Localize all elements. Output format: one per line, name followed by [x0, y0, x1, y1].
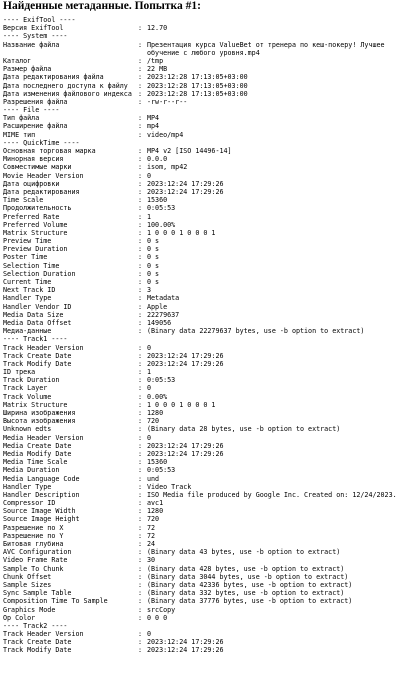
metadata-row — [3, 352, 409, 360]
metadata-key: Track Modify Date — [3, 646, 72, 655]
metadata-value: 0 — [147, 343, 152, 352]
metadata-row — [3, 229, 409, 237]
page-title: Найденные метаданные. Попытка #1: — [3, 0, 201, 12]
metadata-row — [3, 311, 409, 319]
key-value-separator: : — [138, 343, 143, 352]
metadata-row — [3, 319, 409, 327]
metadata-key: Совместимые марки — [3, 163, 72, 172]
metadata-key: Высота изображения — [3, 417, 76, 426]
metadata-key: Next Track ID — [3, 286, 56, 295]
metadata-row — [3, 204, 409, 212]
metadata-row — [3, 221, 409, 229]
metadata-key: Time Scale — [3, 196, 44, 205]
key-value-separator: : — [138, 597, 143, 606]
metadata-value: (Binary data 332 bytes, use -b option to extract) — [147, 589, 345, 598]
metadata-value: (Binary data 28 bytes, use -b option to extract) — [147, 425, 341, 434]
metadata-value: 2023:12:24 17:29:26 — [147, 441, 224, 450]
key-value-separator: : — [138, 147, 143, 155]
metadata-value: 0 — [147, 384, 152, 393]
metadata-value: 3 — [147, 286, 152, 295]
metadata-row — [3, 540, 409, 548]
metadata-row — [3, 475, 409, 483]
key-value-separator: : — [138, 376, 143, 385]
key-value-separator: : — [138, 130, 143, 139]
key-value-separator: : — [138, 278, 143, 286]
metadata-value: Apple — [147, 302, 168, 311]
metadata-row — [3, 483, 409, 491]
metadata-value: 0 s — [147, 253, 160, 262]
metadata-key: AVC Configuration — [3, 548, 72, 557]
metadata-row — [3, 614, 409, 622]
metadata-row — [3, 245, 409, 253]
metadata-value: (Binary data 42336 bytes, use -b option to extract) — [147, 580, 353, 589]
metadata-value: 0:05:53 — [147, 376, 176, 385]
metadata-row — [3, 515, 409, 523]
metadata-value: 2023:12:24 17:29:26 — [147, 179, 224, 188]
metadata-row — [3, 253, 409, 261]
metadata-row — [3, 589, 409, 597]
section-title: ---- File ---- — [3, 106, 60, 115]
key-value-separator: : — [138, 73, 143, 82]
metadata-value: 12.70 — [147, 24, 168, 33]
key-value-separator: : — [138, 433, 143, 442]
section-title: ---- System ---- — [3, 32, 68, 41]
metadata-row — [3, 163, 409, 171]
key-value-separator: : — [138, 368, 143, 377]
key-value-separator: : — [138, 540, 143, 548]
key-value-separator: : — [138, 572, 143, 581]
metadata-value: 0 0 0 — [147, 613, 168, 622]
metadata-value: 0 s — [147, 269, 160, 278]
metadata-row — [3, 98, 409, 106]
key-value-separator: : — [138, 589, 143, 598]
key-value-separator: : — [138, 40, 143, 49]
metadata-value: mp4 — [147, 122, 160, 131]
section-header — [3, 106, 409, 114]
metadata-row — [3, 237, 409, 245]
metadata-value: 1280 — [147, 409, 164, 417]
section-title: ---- ExifTool ---- — [3, 16, 76, 24]
metadata-key: Битовая глубина — [3, 540, 64, 548]
metadata-key: Unknown edts — [3, 425, 52, 434]
metadata-row — [3, 491, 409, 499]
metadata-value: 30 — [147, 556, 156, 565]
metadata-key: Минорная версия — [3, 155, 64, 164]
metadata-value: 2023:12:28 17:13:05+03:00 — [147, 81, 248, 90]
key-value-separator: : — [138, 179, 143, 188]
key-value-separator: : — [138, 114, 143, 123]
metadata-row — [3, 303, 409, 311]
metadata-row — [3, 172, 409, 180]
metadata-key: Composition Time To Sample — [3, 597, 108, 606]
key-value-separator: : — [138, 441, 143, 450]
key-value-separator: : — [138, 400, 143, 409]
metadata-key: Sync Sample Table — [3, 589, 72, 598]
metadata-key: Preview Time — [3, 237, 52, 246]
metadata-row — [3, 131, 409, 139]
metadata-value: 0 s — [147, 245, 160, 254]
section-title: ---- QuickTime ---- — [3, 138, 80, 147]
key-value-separator: : — [138, 204, 143, 213]
metadata-value: isom, mp42 — [147, 163, 188, 172]
metadata-key: Разрешение по Y — [3, 531, 64, 540]
metadata-value: avc1 — [147, 499, 164, 508]
key-value-separator: : — [138, 286, 143, 295]
metadata-row — [3, 270, 409, 278]
key-value-separator: : — [138, 237, 143, 246]
metadata-row — [3, 147, 409, 155]
metadata-value: 720 — [147, 515, 160, 524]
metadata-row — [3, 155, 409, 163]
metadata-row — [3, 524, 409, 532]
metadata-row — [3, 434, 409, 442]
metadata-value: 72 — [147, 531, 156, 540]
metadata-key: Graphics Mode — [3, 605, 56, 614]
metadata-value: MP4 — [147, 114, 160, 123]
key-value-separator: : — [138, 458, 143, 467]
metadata-row — [3, 73, 409, 81]
metadata-key: Current Time — [3, 278, 52, 286]
metadata-value: 2023:12:28 17:13:05+03:00 — [147, 89, 248, 98]
section-header — [3, 335, 409, 343]
key-value-separator: : — [138, 425, 143, 434]
metadata-key: Source Image Width — [3, 507, 76, 516]
metadata-key: Selection Time — [3, 261, 60, 270]
metadata-key: Handler Description — [3, 490, 80, 499]
metadata-list — [3, 16, 409, 655]
metadata-row — [3, 344, 409, 352]
key-value-separator: : — [138, 392, 143, 401]
key-value-separator: : — [138, 187, 143, 196]
metadata-value: 0:05:53 — [147, 204, 176, 213]
metadata-key: Media Modify Date — [3, 449, 72, 458]
metadata-value: 0 s — [147, 278, 160, 286]
key-value-separator: : — [138, 196, 143, 205]
metadata-value: 15360 — [147, 458, 168, 467]
metadata-row — [3, 286, 409, 294]
key-value-separator: : — [138, 449, 143, 458]
metadata-value: Презентация курса ValueBet от тренера по кеш-покеру! Лучшее обучение с любого уровня.mp4 — [147, 40, 385, 57]
metadata-row — [3, 409, 409, 417]
metadata-key: Video Frame Rate — [3, 556, 68, 565]
key-value-separator: : — [138, 548, 143, 557]
metadata-row — [3, 425, 409, 433]
metadata-row — [3, 122, 409, 130]
metadata-key: Track Create Date — [3, 351, 72, 360]
metadata-key: Медиа-данные — [3, 327, 52, 336]
metadata-key: Chunk Offset — [3, 572, 52, 581]
metadata-key: Размер файла — [3, 65, 52, 74]
metadata-key: Op Color — [3, 613, 36, 622]
metadata-row — [3, 327, 409, 335]
metadata-row — [3, 581, 409, 589]
metadata-key: Разрешение по X — [3, 523, 64, 532]
metadata-row — [3, 262, 409, 270]
key-value-separator: : — [138, 245, 143, 254]
metadata-value: 72 — [147, 523, 156, 532]
metadata-value: 100.00% — [147, 220, 176, 229]
metadata-key: ID трека — [3, 368, 36, 377]
key-value-separator: : — [138, 155, 143, 164]
metadata-key: Дата редактирования файла — [3, 73, 104, 82]
metadata-row — [3, 630, 409, 638]
metadata-row — [3, 450, 409, 458]
section-header — [3, 16, 409, 24]
metadata-row — [3, 532, 409, 540]
metadata-value: 24 — [147, 540, 156, 548]
key-value-separator: : — [138, 253, 143, 262]
metadata-value: (Binary data 43 bytes, use -b option to extract) — [147, 548, 341, 557]
metadata-row — [3, 466, 409, 474]
metadata-value: (Binary data 428 bytes, use -b option to extract) — [147, 564, 345, 573]
metadata-key: Дата редактирования — [3, 187, 80, 196]
metadata-key: Дата последнего доступа к файлу — [3, 81, 128, 90]
metadata-value: 0.0.0 — [147, 155, 168, 164]
metadata-value: 1 0 0 0 1 0 0 0 1 — [147, 400, 216, 409]
metadata-row — [3, 41, 409, 57]
key-value-separator: : — [138, 318, 143, 327]
metadata-value: 149056 — [147, 318, 172, 327]
key-value-separator: : — [138, 327, 143, 336]
metadata-value: -rw-r--r-- — [147, 97, 188, 106]
key-value-separator: : — [138, 65, 143, 74]
metadata-key: Track Duration — [3, 376, 60, 385]
metadata-row — [3, 458, 409, 466]
metadata-value: und — [147, 474, 160, 483]
metadata-row — [3, 597, 409, 605]
metadata-value: 0 — [147, 433, 152, 442]
key-value-separator: : — [138, 507, 143, 516]
metadata-key: Source Image Height — [3, 515, 80, 524]
metadata-key: Track Create Date — [3, 638, 72, 647]
metadata-key: Расширение файла — [3, 122, 68, 131]
metadata-value: 720 — [147, 417, 160, 426]
metadata-key: Каталог — [3, 56, 32, 65]
metadata-value: (Binary data 22279637 bytes, use -b option to extract) — [147, 327, 365, 336]
metadata-row — [3, 114, 409, 122]
metadata-key: Продолжительность — [3, 204, 72, 213]
key-value-separator: : — [138, 24, 143, 33]
metadata-row — [3, 24, 409, 32]
key-value-separator: : — [138, 630, 143, 639]
section-title: ---- Track2 ---- — [3, 621, 68, 630]
key-value-separator: : — [138, 605, 143, 614]
metadata-value: 0 s — [147, 237, 160, 246]
metadata-value: 2023:12:24 17:29:26 — [147, 638, 224, 647]
key-value-separator: : — [138, 351, 143, 360]
key-value-separator: : — [138, 97, 143, 106]
metadata-value: 1280 — [147, 507, 164, 516]
metadata-key: Track Volume — [3, 392, 52, 401]
metadata-value: srcCopy — [147, 605, 176, 614]
metadata-key: Compressor ID — [3, 499, 56, 508]
metadata-key: Track Layer — [3, 384, 48, 393]
metadata-key: Poster Time — [3, 253, 48, 262]
metadata-key: Дата изменения файлового индекса — [3, 89, 132, 98]
key-value-separator: : — [138, 163, 143, 172]
key-value-separator: : — [138, 56, 143, 65]
key-value-separator: : — [138, 466, 143, 475]
metadata-value: video/mp4 — [147, 130, 184, 139]
metadata-row — [3, 646, 409, 654]
metadata-value: ISO Media file produced by Google Inc. Created on: 12/24/2023. — [147, 490, 397, 499]
metadata-key: Track Header Version — [3, 343, 84, 352]
metadata-value: 2023:12:24 17:29:26 — [147, 449, 224, 458]
metadata-key: Handler Type — [3, 294, 52, 303]
metadata-key: Media Language Code — [3, 474, 80, 483]
metadata-key: Media Data Offset — [3, 318, 72, 327]
key-value-separator: : — [138, 531, 143, 540]
metadata-value: Metadata — [147, 294, 180, 303]
metadata-key: Версия ExifTool — [3, 24, 64, 33]
key-value-separator: : — [138, 171, 143, 180]
metadata-value: 2023:12:24 17:29:26 — [147, 187, 224, 196]
key-value-separator: : — [138, 228, 143, 237]
key-value-separator: : — [138, 269, 143, 278]
metadata-row — [3, 442, 409, 450]
metadata-key: Дата оцифровки — [3, 179, 60, 188]
metadata-value: 2023:12:24 17:29:26 — [147, 646, 224, 655]
metadata-key: Preferred Volume — [3, 220, 68, 229]
key-value-separator: : — [138, 122, 143, 131]
metadata-value: MP4 v2 [ISO 14496-14] — [147, 147, 232, 155]
metadata-key: Track Modify Date — [3, 359, 72, 368]
metadata-key: Media Create Date — [3, 441, 72, 450]
metadata-value: /tmp — [147, 56, 164, 65]
metadata-row — [3, 294, 409, 302]
metadata-row — [3, 57, 409, 65]
metadata-row — [3, 499, 409, 507]
metadata-row — [3, 606, 409, 614]
metadata-row — [3, 573, 409, 581]
metadata-row — [3, 188, 409, 196]
key-value-separator: : — [138, 212, 143, 221]
metadata-row — [3, 360, 409, 368]
metadata-row — [3, 565, 409, 573]
key-value-separator: : — [138, 409, 143, 417]
metadata-row — [3, 90, 409, 98]
key-value-separator: : — [138, 613, 143, 622]
metadata-value: 0 — [147, 171, 152, 180]
metadata-key: Тип файла — [3, 114, 40, 123]
metadata-value: 2023:12:24 17:29:26 — [147, 359, 224, 368]
metadata-key: Media Duration — [3, 466, 60, 475]
key-value-separator: : — [138, 310, 143, 319]
metadata-key: Sample To Chunk — [3, 564, 64, 573]
key-value-separator: : — [138, 384, 143, 393]
metadata-row — [3, 393, 409, 401]
metadata-row — [3, 507, 409, 515]
metadata-value: 0 s — [147, 261, 160, 270]
section-title: ---- Track1 ---- — [3, 335, 68, 344]
metadata-key: Preview Duration — [3, 245, 68, 254]
key-value-separator: : — [138, 417, 143, 426]
metadata-key: Media Header Version — [3, 433, 84, 442]
key-value-separator: : — [138, 220, 143, 229]
metadata-key: Selection Duration — [3, 269, 76, 278]
metadata-value: 0:05:53 — [147, 466, 176, 475]
metadata-row — [3, 384, 409, 392]
metadata-value: Video Track — [147, 482, 192, 491]
metadata-key: Основная торговая марка — [3, 147, 96, 155]
metadata-key: Movie Header Version — [3, 171, 84, 180]
metadata-value: 2023:12:24 17:29:26 — [147, 351, 224, 360]
metadata-value: (Binary data 37776 bytes, use -b option to extract) — [147, 597, 353, 606]
key-value-separator: : — [138, 261, 143, 270]
key-value-separator: : — [138, 523, 143, 532]
metadata-value: 2023:12:28 17:13:05+03:00 — [147, 73, 248, 82]
section-header — [3, 622, 409, 630]
metadata-row — [3, 638, 409, 646]
key-value-separator: : — [138, 646, 143, 655]
metadata-value: 22279637 — [147, 310, 180, 319]
key-value-separator: : — [138, 556, 143, 565]
section-header — [3, 139, 409, 147]
metadata-key: Media Time Scale — [3, 458, 68, 467]
key-value-separator: : — [138, 89, 143, 98]
key-value-separator: : — [138, 564, 143, 573]
key-value-separator: : — [138, 474, 143, 483]
metadata-value: 1 — [147, 212, 152, 221]
metadata-key: Matrix Structure — [3, 400, 68, 409]
metadata-row — [3, 180, 409, 188]
metadata-row — [3, 278, 409, 286]
metadata-key: MIME тип — [3, 130, 36, 139]
metadata-key: Ширина изображения — [3, 409, 76, 417]
metadata-row — [3, 417, 409, 425]
metadata-value: 22 MB — [147, 65, 168, 74]
key-value-separator: : — [138, 515, 143, 524]
metadata-key: Track Header Version — [3, 630, 84, 639]
key-value-separator: : — [138, 499, 143, 508]
metadata-key: Handler Type — [3, 482, 52, 491]
metadata-value: 1 0 0 0 1 0 0 0 1 — [147, 228, 216, 237]
key-value-separator: : — [138, 81, 143, 90]
key-value-separator: : — [138, 638, 143, 647]
metadata-row — [3, 376, 409, 384]
key-value-separator: : — [138, 359, 143, 368]
metadata-key: Matrix Structure — [3, 228, 68, 237]
metadata-value: 0 — [147, 630, 152, 639]
metadata-row — [3, 82, 409, 90]
metadata-key: Media Data Size — [3, 310, 64, 319]
metadata-row — [3, 556, 409, 564]
section-header — [3, 32, 409, 40]
metadata-row — [3, 65, 409, 73]
metadata-row — [3, 196, 409, 204]
key-value-separator: : — [138, 302, 143, 311]
metadata-value: 15360 — [147, 196, 168, 205]
metadata-value: 0.00% — [147, 392, 168, 401]
key-value-separator: : — [138, 294, 143, 303]
metadata-key: Sample Sizes — [3, 580, 52, 589]
metadata-row — [3, 548, 409, 556]
metadata-row — [3, 213, 409, 221]
metadata-key: Разрешения файла — [3, 97, 68, 106]
metadata-value: 1 — [147, 368, 152, 377]
metadata-key: Handler Vendor ID — [3, 302, 72, 311]
key-value-separator: : — [138, 580, 143, 589]
metadata-row — [3, 368, 409, 376]
metadata-key: Название файла — [3, 40, 60, 49]
key-value-separator: : — [138, 482, 143, 491]
metadata-key: Preferred Rate — [3, 212, 60, 221]
metadata-row — [3, 401, 409, 409]
metadata-value: (Binary data 3044 bytes, use -b option to extract) — [147, 572, 349, 581]
key-value-separator: : — [138, 490, 143, 499]
